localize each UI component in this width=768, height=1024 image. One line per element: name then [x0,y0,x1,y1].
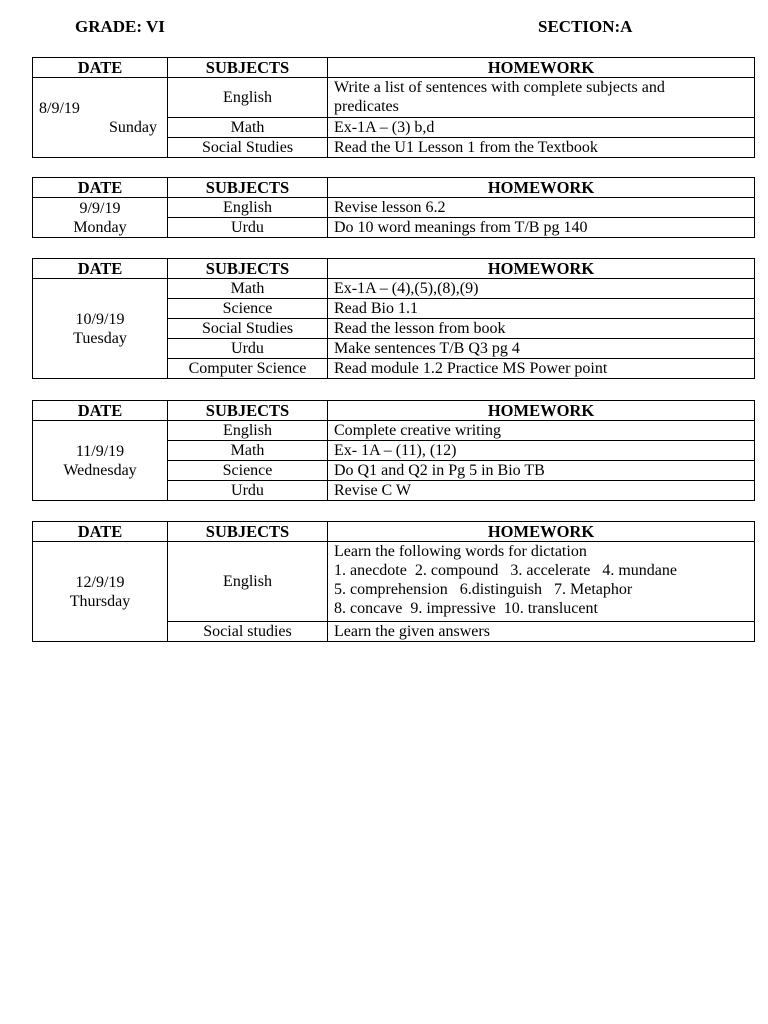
date-value: 11/9/19 [75,442,125,460]
homework-line: predicates [334,98,399,115]
date-column-header: DATE [33,58,168,78]
subject-cell: English [168,78,328,118]
table-header-row [33,178,755,198]
subject-cell: Social Studies [168,319,328,339]
table-header-row [33,401,755,421]
subjects-column-header: SUBJECTS [168,178,328,198]
homework-cell [328,78,755,118]
section-label: SECTION:A [538,17,633,36]
homework-line: Read the lesson from book [334,320,506,337]
homework-cell [328,339,755,359]
subject-cell: Math [168,441,328,461]
homework-table [32,57,755,158]
subject-cell: Computer Science [168,359,328,379]
subjects-column-header: SUBJECTS [168,522,328,542]
subjects-column-header: SUBJECTS [168,401,328,421]
subjects-column-header: SUBJECTS [168,58,328,78]
homework-cell [328,421,755,441]
subject-cell: Urdu [168,339,328,359]
subject-cell: Math [168,118,328,138]
date-cell [33,198,168,238]
table-header-row [33,522,755,542]
homework-line: Do Q1 and Q2 in Pg 5 in Bio TB [334,462,545,479]
grade-label: GRADE: VI [75,17,165,36]
date-value: 9/9/19 [79,199,121,217]
date-value: 8/9/19 [39,99,80,117]
homework-line: 1. anecdote 2. compound 3. accelerate 4. mundane [334,562,677,579]
homework-cell [328,198,755,218]
subject-cell: Social studies [168,622,328,642]
date-cell [33,421,168,501]
homework-line: Read the U1 Lesson 1 from the Textbook [334,139,598,156]
homework-cell [328,441,755,461]
homework-line: 8. concave 9. impressive 10. translucent [334,600,598,617]
date-column-header: DATE [33,259,168,279]
subject-cell: English [168,198,328,218]
subject-cell: Science [168,461,328,481]
homework-column-header: HOMEWORK [328,178,755,198]
homework-cell [328,481,755,501]
homework-line: Revise lesson 6.2 [334,199,446,216]
homework-column-header: HOMEWORK [328,401,755,421]
date-column-header: DATE [33,522,168,542]
table-row [33,421,755,441]
weekday-value: Wednesday [63,461,137,479]
homework-table [32,521,755,642]
homework-line: Write a list of sentences with complete subjects and [334,79,665,96]
homework-cell [328,218,755,238]
homework-line: Revise C W [334,482,412,499]
subject-cell: English [168,542,328,622]
weekday-value: Monday [73,218,127,236]
subjects-column-header: SUBJECTS [168,259,328,279]
table-row [33,198,755,218]
homework-line: Complete creative writing [334,422,502,439]
homework-cell [328,359,755,379]
homework-cell [328,138,755,158]
homework-column-header: HOMEWORK [328,58,755,78]
homework-column-header: HOMEWORK [328,522,755,542]
table-row [33,78,755,118]
subject-cell: Urdu [168,218,328,238]
date-value: 12/9/19 [75,573,125,591]
date-column-header: DATE [33,401,168,421]
homework-cell [328,461,755,481]
homework-line: Read Bio 1.1 [334,300,418,317]
date-cell [33,542,168,642]
homework-line: Ex-1A – (3) b,d [334,119,435,136]
homework-table [32,400,755,501]
date-value: 10/9/19 [75,310,125,328]
homework-line: Ex-1A – (4),(5),(8),(9) [334,280,479,297]
homework-line: 5. comprehension 6.distinguish 7. Metaphor [334,581,633,598]
subject-cell: Science [168,299,328,319]
homework-line: Learn the given answers [334,623,490,640]
weekday-value: Tuesday [73,329,127,347]
subject-cell: English [168,421,328,441]
subject-cell: Urdu [168,481,328,501]
homework-cell [328,299,755,319]
weekday-value: Sunday [109,118,157,136]
homework-line: Ex- 1A – (11), (12) [334,442,457,459]
table-row [33,542,755,622]
subject-cell: Social Studies [168,138,328,158]
homework-line: Make sentences T/B Q3 pg 4 [334,340,520,357]
homework-line: Learn the following words for dictation [334,543,587,560]
homework-table [32,177,755,238]
date-cell [33,279,168,379]
homework-cell [328,279,755,299]
homework-table [32,258,755,379]
homework-cell [328,319,755,339]
weekday-value: Thursday [69,592,131,610]
subject-cell: Math [168,279,328,299]
homework-column-header: HOMEWORK [328,259,755,279]
date-column-header: DATE [33,178,168,198]
homework-line: Read module 1.2 Practice MS Power point [334,360,608,377]
date-cell [33,78,168,158]
homework-cell [328,542,755,622]
homework-cell [328,118,755,138]
table-header-row [33,259,755,279]
homework-line: Do 10 word meanings from T/B pg 140 [334,219,588,236]
homework-cell [328,622,755,642]
table-row [33,279,755,299]
table-header-row [33,58,755,78]
